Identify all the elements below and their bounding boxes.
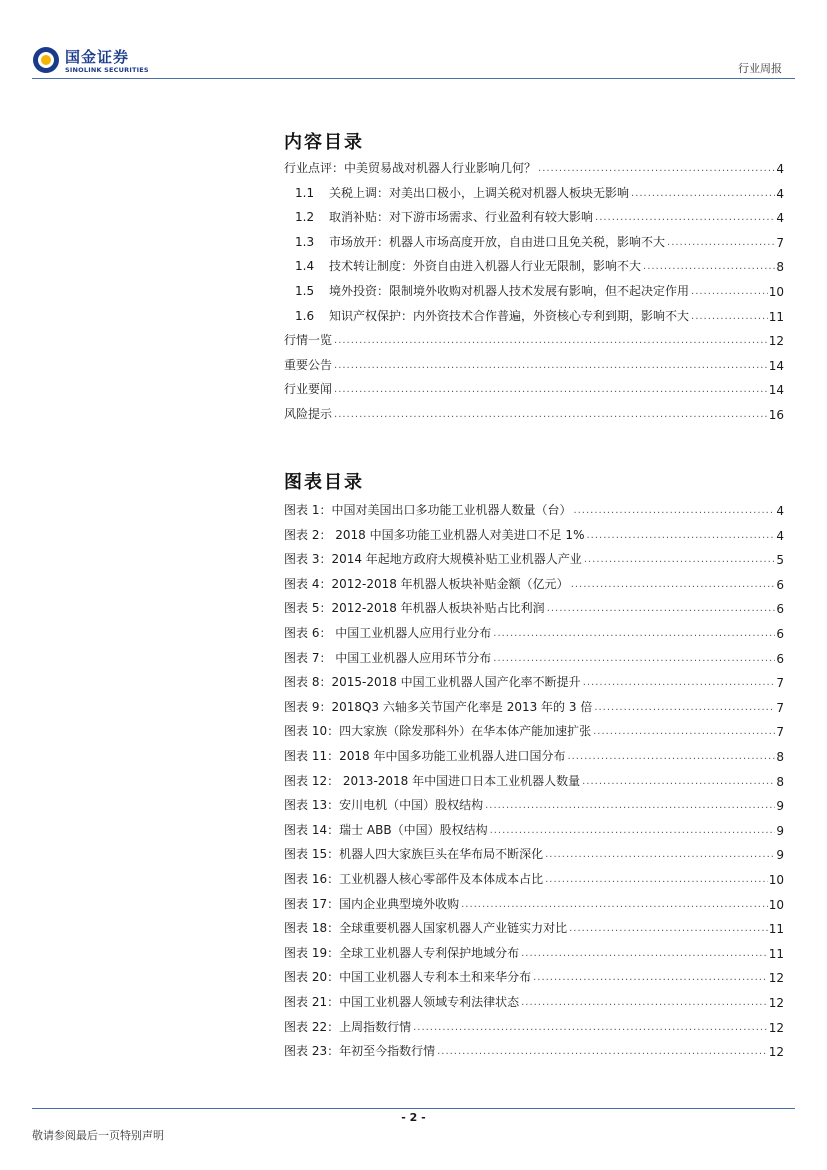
toc-entry[interactable] (284, 918, 784, 936)
toc-page-number: 10 (768, 285, 784, 299)
toc-entry-label (284, 796, 483, 813)
toc-entry-label (284, 159, 536, 176)
toc-page-number: 12 (768, 334, 784, 349)
toc-entry-text: 图表 11：2018 年中国多功能工业机器人进口国分布 (284, 749, 566, 763)
toc-entry[interactable] (284, 648, 784, 666)
toc-entry-label (284, 599, 545, 616)
logo-chinese-name: 国金证券 (65, 48, 130, 66)
toc-page-number: 4 (776, 528, 784, 543)
toc-entry-text: 图表 20：中国工业机器人专利本土和来华分布 (284, 970, 532, 985)
sinolink-logo (32, 46, 162, 78)
toc-entry-label (284, 526, 584, 543)
toc-entry-label (284, 257, 641, 274)
toc-entry-text: 图表 6： 中国工业机器人应用行业分布 (284, 626, 492, 640)
toc-leader-dots (593, 726, 775, 737)
toc-page-number: 6 (776, 577, 784, 592)
toc-leader-dots (584, 554, 776, 565)
toc-entry-label (284, 233, 665, 250)
toc-entry[interactable] (284, 355, 784, 373)
toc-entry-label (284, 282, 689, 299)
footer-divider (32, 1108, 795, 1109)
toc-leader-dots (631, 188, 775, 199)
toc-leader-dots (643, 261, 775, 272)
toc-leader-dots (334, 409, 768, 420)
toc-page-number: 6 (776, 602, 784, 617)
toc-leader-dots (573, 505, 775, 516)
toc-entry-label (284, 944, 519, 961)
toc-page-number: 9 (776, 823, 784, 838)
toc-entry[interactable] (284, 992, 784, 1010)
toc-entry[interactable] (284, 404, 784, 422)
toc-entry[interactable] (284, 158, 784, 176)
toc-page-number: 7 (776, 235, 784, 250)
toc-leader-dots (334, 384, 768, 395)
toc-page-number: 9 (776, 848, 784, 863)
toc-page-number: 8 (776, 750, 784, 764)
toc-entry-text: 图表 14：瑞士 ABB（中国）股权结构 (284, 822, 488, 837)
toc-entry-text: 图表 21：中国工业机器人领域专利法律状态 (284, 995, 520, 1009)
toc-page-number: 11 (768, 922, 784, 937)
toc-page-number: 9 (776, 799, 784, 814)
toc-page-number: 7 (776, 676, 784, 691)
toc-entry[interactable] (284, 894, 784, 912)
toc-entry[interactable] (284, 500, 784, 518)
toc-entry-text: 境外投资：限制境外收购对机器人技术发展有影响，但不起决定作用 (329, 284, 690, 298)
toc-entry-label (284, 380, 332, 397)
toc-entry-text: 图表 16：工业机器人核心零部件及本体成本占比 (284, 872, 544, 886)
toc-entry-text: 图表 5：2012-2018 年机器人板块补贴占比利润 (284, 601, 545, 616)
toc-entry-text: 图表 4：2012-2018 年机器人板块补贴金额（亿元） (284, 576, 569, 591)
toc-leader-dots (545, 874, 768, 885)
toc-leader-dots (493, 628, 775, 639)
toc-entry[interactable] (284, 379, 784, 397)
toc-page-number: 4 (776, 504, 784, 518)
toc-leader-dots (493, 653, 775, 664)
toc-entry[interactable] (284, 746, 784, 764)
toc-entry-text: 图表 7： 中国工业机器人应用环节分布 (284, 650, 492, 665)
toc-section-number: 1.5 (295, 284, 315, 298)
toc-leader-dots (691, 311, 768, 322)
toc-page-number: 7 (776, 700, 784, 715)
toc-leader-dots (545, 849, 775, 860)
toc-page-number: 16 (768, 408, 784, 422)
toc-entry-label (284, 624, 491, 641)
toc-entry-label (284, 772, 580, 789)
toc-entry-label (284, 821, 488, 838)
toc-page-number: 11 (768, 946, 784, 961)
toc-entry-label (284, 968, 531, 985)
toc-entry-text: 行业点评：中美贸易战对机器人行业影响几何？ (284, 161, 537, 175)
toc-entry-text: 关税上调：对美出口极小，上调关税对机器人板块无影响 (329, 185, 630, 200)
toc-leader-dots (571, 579, 776, 590)
toc-entry-label (284, 575, 569, 592)
toc-section-number: 1.1 (295, 185, 315, 200)
toc-entry[interactable] (284, 721, 784, 739)
toc-entry-label (284, 919, 567, 936)
toc-page-number: 10 (768, 873, 784, 887)
toc-leader-dots (594, 702, 775, 713)
toc-entry-label (284, 845, 543, 862)
toc-entry[interactable] (284, 306, 784, 324)
toc-page-number: 12 (768, 971, 784, 986)
toc-leader-dots (437, 1046, 768, 1057)
toc-entry-label (284, 870, 543, 887)
toc-entry[interactable] (284, 207, 784, 225)
toc-entry[interactable] (284, 232, 784, 250)
toc-entry[interactable] (284, 598, 784, 616)
toc-entry-text: 技术转让制度：外资自由进入机器人行业无限制，影响不大 (329, 259, 642, 274)
toc-entry-label (284, 1018, 411, 1035)
toc-section-number: 1.2 (295, 210, 315, 225)
toc-entry-text: 图表 3：2014 年起地方政府大规模补贴工业机器人产业 (284, 552, 582, 567)
toc-entry[interactable] (284, 844, 784, 862)
toc-entry-text: 图表 22：上周指数行情 (284, 1019, 412, 1034)
contents-title: 内容目录 (284, 132, 364, 153)
toc-entry[interactable] (284, 795, 784, 813)
toc-leader-dots (334, 335, 768, 346)
toc-page-number: 6 (776, 651, 784, 666)
toc-entry[interactable] (284, 623, 784, 641)
toc-page-number: 12 (768, 1045, 784, 1060)
toc-entry-label (284, 895, 459, 912)
toc-leader-dots (586, 530, 775, 541)
toc-entry-text: 知识产权保护：内外资技术合作普遍，外资核心专利到期，影响不大 (329, 308, 690, 323)
toc-entry-text: 重要公告 (284, 357, 333, 372)
toc-entry-text: 图表 17：国内企业典型境外收购 (284, 896, 460, 911)
toc-leader-dots (521, 997, 768, 1008)
toc-section-number: 1.3 (295, 234, 315, 249)
toc-page-number: 6 (776, 627, 784, 641)
toc-section-number: 1.4 (295, 259, 315, 274)
header-divider (32, 78, 795, 79)
toc-entry-text: 行业要闻 (284, 382, 333, 397)
report-type-label: 行业周报 (738, 62, 782, 75)
toc-page-number: 4 (776, 186, 784, 201)
toc-entry-text: 图表 8：2015-2018 中国工业机器人国产化率不断提升 (284, 675, 581, 690)
toc-entry-text: 图表 15：机器人四大家族巨头在华布局不断深化 (284, 847, 544, 862)
toc-entry[interactable] (284, 256, 784, 274)
toc-leader-dots (533, 972, 768, 983)
toc-entry-label (284, 331, 332, 348)
toc-entry-text: 市场放开：机器人市场高度开放，自由进口且免关税，影响不大 (329, 234, 666, 249)
toc-entry[interactable] (284, 183, 784, 201)
toc-entry-text: 图表 18：全球重要机器人国家机器人产业链实力对比 (284, 921, 568, 936)
toc-leader-dots (547, 603, 776, 614)
toc-entry-label (284, 722, 591, 739)
toc-entry[interactable] (284, 697, 784, 715)
toc-leader-dots (667, 237, 775, 248)
toc-leader-dots (413, 1022, 768, 1033)
toc-entry[interactable] (284, 1041, 784, 1059)
toc-entry-text: 图表 19：全球工业机器人专利保护地域分布 (284, 945, 520, 960)
toc-entry-label (284, 356, 332, 373)
toc-page-number: 8 (776, 260, 784, 275)
toc-entry[interactable] (284, 820, 784, 838)
toc-page-number: 12 (768, 996, 784, 1010)
toc-page-number: 10 (768, 897, 784, 912)
toc-entry-text: 图表 2： 2018 中国多功能工业机器人对美进口不足 1% (284, 527, 585, 542)
toc-page-number: 7 (776, 725, 784, 740)
toc-leader-dots (538, 163, 775, 174)
toc-leader-dots (569, 923, 768, 934)
toc-entry-text: 图表 12： 2013-2018 年中国进口日本工业机器人数量 (284, 773, 581, 788)
toc-entry[interactable] (284, 549, 784, 567)
toc-entry-label (284, 208, 593, 225)
toc-entry-label (284, 1042, 435, 1059)
toc-page-number: 12 (768, 1020, 784, 1035)
toc-leader-dots (334, 360, 768, 371)
toc-entry-label (284, 550, 582, 567)
toc-page-number: 5 (776, 553, 784, 568)
toc-entry-text: 图表 23：年初至今指数行情 (284, 1044, 436, 1059)
toc-leader-dots (485, 800, 775, 811)
logo-english-name: SINOLINK SECURITIES (65, 66, 149, 74)
toc-entry-text: 图表 10：四大家族（除发那科外）在华本体产能加速扩张 (284, 724, 592, 739)
toc-entry-label (284, 405, 332, 422)
toc-entry-text: 取消补贴：对下游市场需求、行业盈利有较大影响 (329, 210, 594, 225)
toc-entry-label (284, 649, 491, 666)
toc-leader-dots (582, 776, 775, 787)
toc-entry-text: 图表 9：2018Q3 六轴多关节国产化率是 2013 年的 3 倍 (284, 699, 593, 714)
toc-leader-dots (461, 899, 768, 910)
toc-entry-label (284, 993, 519, 1010)
page-header (0, 0, 827, 80)
toc-entry[interactable] (284, 672, 784, 690)
toc-entry-label (284, 698, 592, 715)
toc-entry[interactable] (284, 574, 784, 592)
toc-entry-label (284, 673, 581, 690)
toc-page-number: 14 (768, 383, 784, 398)
toc-entry[interactable] (284, 330, 784, 348)
toc-entry[interactable] (284, 525, 784, 543)
toc-leader-dots (567, 751, 775, 762)
toc-entry-label (284, 747, 565, 764)
toc-page-number: 4 (776, 211, 784, 226)
toc-leader-dots (583, 677, 776, 688)
toc-leader-dots (490, 825, 776, 836)
toc-entry-label (284, 184, 629, 201)
toc-leader-dots (691, 286, 768, 297)
toc-entry-text: 图表 13：安川电机（中国）股权结构 (284, 798, 484, 813)
toc-entry[interactable] (284, 281, 784, 299)
toc-page-number: 14 (768, 358, 784, 373)
toc-entry-label (284, 307, 689, 324)
toc-leader-dots (595, 212, 775, 223)
figures-title: 图表目录 (284, 472, 364, 493)
toc-page-number: 11 (768, 309, 784, 324)
toc-entry-label (284, 501, 571, 518)
toc-entry[interactable] (284, 967, 784, 985)
disclaimer-text: 敬请参阅最后一页特别声明 (32, 1129, 164, 1142)
toc-entry-text: 行情一览 (284, 333, 333, 348)
toc-entry-text: 图表 1：中国对美国出口多功能工业机器人数量（台） (284, 503, 572, 517)
toc-entry-text: 风险提示 (284, 407, 333, 421)
toc-entry[interactable] (284, 869, 784, 887)
page-number: - 2 - (401, 1111, 426, 1124)
toc-page-number: 8 (776, 774, 784, 789)
toc-page-number: 4 (776, 162, 784, 176)
logo-mark-icon (32, 46, 60, 74)
toc-entry[interactable] (284, 1017, 784, 1035)
toc-entry[interactable] (284, 771, 784, 789)
toc-entry[interactable] (284, 943, 784, 961)
toc-section-number: 1.6 (295, 308, 315, 323)
toc-leader-dots (521, 948, 768, 959)
